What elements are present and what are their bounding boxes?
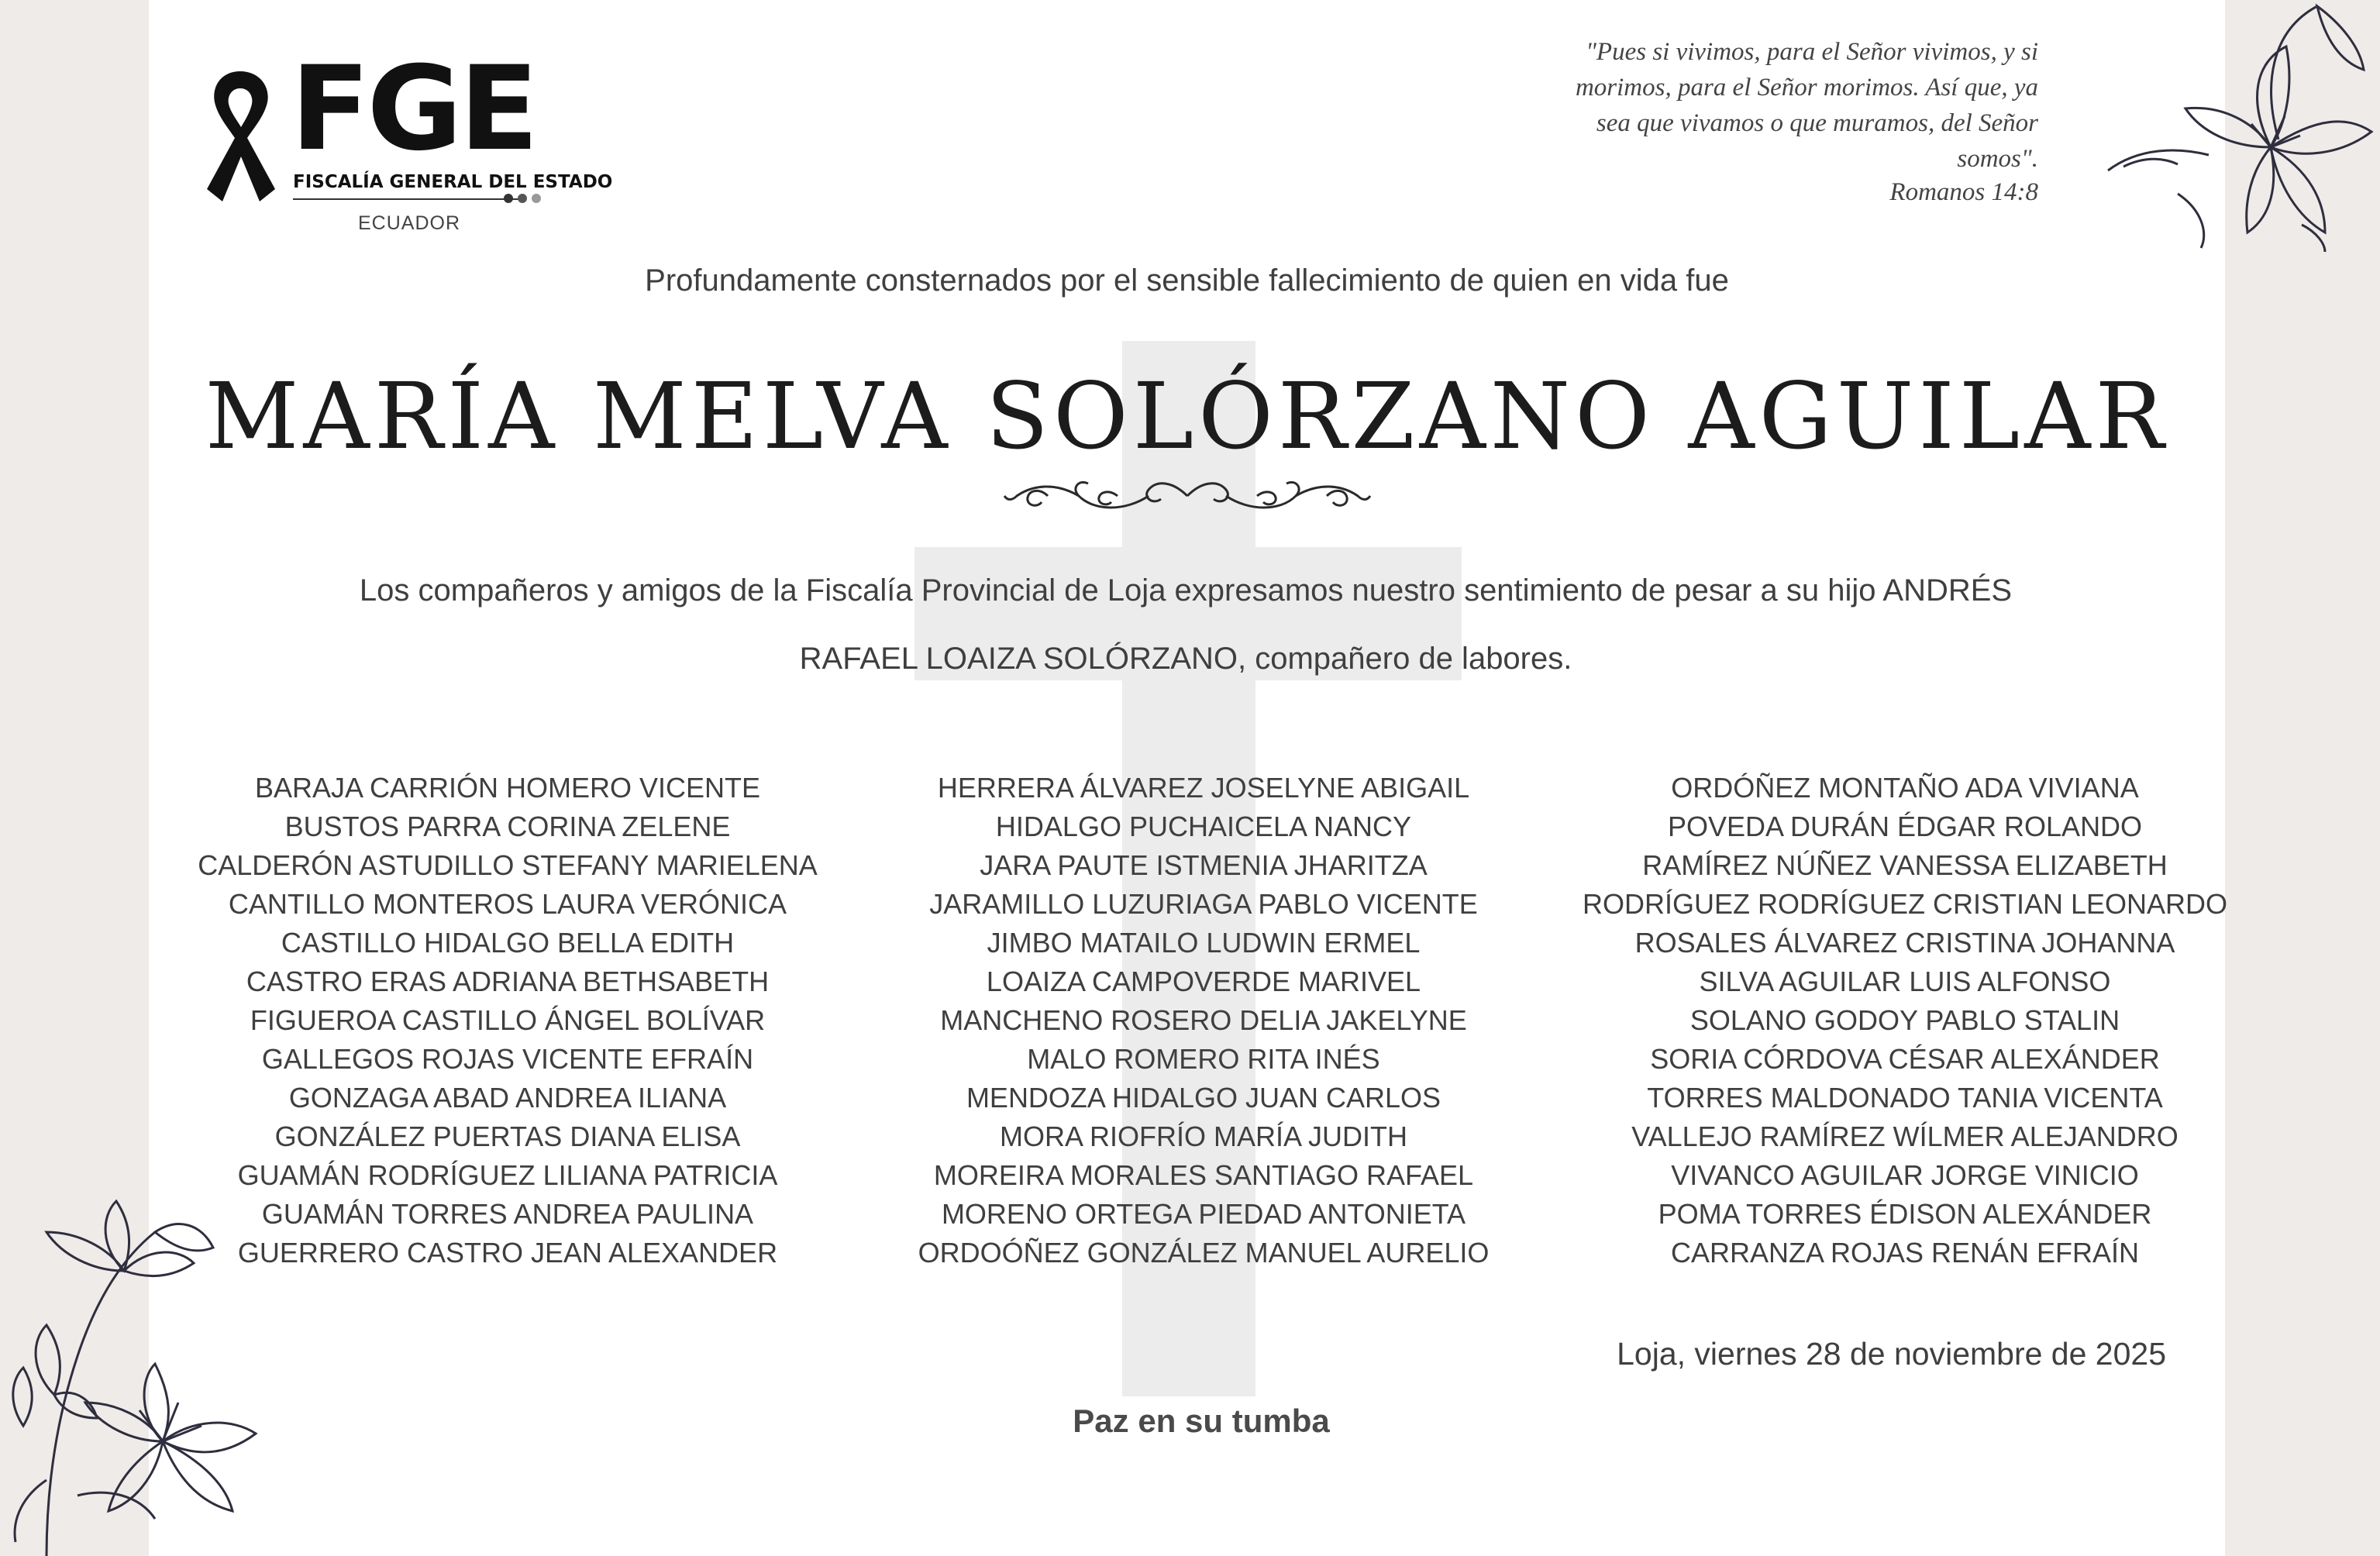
message-line: RAFAEL LOAIZA SOLÓRZANO, compañero de labores. — [799, 642, 1572, 676]
list-item: HERRERA ÁLVAREZ JOSELYNE ABIGAIL — [937, 772, 1470, 804]
quote-reference: Romanos 14:8 — [1889, 178, 2038, 206]
list-item: CASTRO ERAS ADRIANA BETHSABETH — [246, 966, 770, 997]
logo-country: ECUADOR — [357, 212, 460, 234]
list-item: FIGUEROA CASTILLO ÁNGEL BOLÍVAR — [250, 1004, 766, 1036]
logo-title: FGE — [291, 42, 536, 177]
intro-text: Profundamente consternados por el sensible fallecimiento de quien en vida fue — [645, 263, 1729, 298]
list-item: GUAMÁN RODRÍGUEZ LILIANA PATRICIA — [237, 1159, 778, 1191]
list-item: GUERRERO CASTRO JEAN ALEXANDER — [237, 1237, 778, 1269]
logo-subtitle: FISCALÍA GENERAL DEL ESTADO — [293, 172, 613, 192]
bible-quote — [1496, 34, 2038, 177]
list-item: VIVANCO AGUILAR JORGE VINICIO — [1671, 1159, 2139, 1191]
logo-dots-icon — [502, 193, 549, 204]
list-item: BUSTOS PARRA CORINA ZELENE — [284, 811, 731, 842]
list-item: GONZÁLEZ PUERTAS DIANA ELISA — [274, 1121, 741, 1152]
list-item: MENDOZA HIDALGO JUAN CARLOS — [966, 1082, 1441, 1114]
list-item: JARAMILLO LUZURIAGA PABLO VICENTE — [929, 888, 1478, 920]
message-line: Los compañeros y amigos de la Fiscalía Provincial de Loja expresamos nuestro sentimiento de pesar a su hijo ANDRÉS — [359, 573, 2013, 608]
list-item: SILVA AGUILAR LUIS ALFONSO — [1699, 966, 2111, 997]
condolence-message — [201, 556, 2170, 693]
list-item: JIMBO MATAILO LUDWIN ERMEL — [987, 927, 1421, 959]
list-item: ORDOÓÑEZ GONZÁLEZ MANUEL AURELIO — [918, 1237, 1490, 1269]
names-column-3 — [1564, 769, 2246, 1272]
quote-line: "Pues si vivimos, para el Señor vivimos, y si — [1586, 38, 2038, 66]
logo-divider — [293, 198, 525, 200]
list-item: GALLEGOS ROJAS VICENTE EFRAÍN — [261, 1043, 754, 1075]
list-item: GONZAGA ABAD ANDREA ILIANA — [288, 1082, 727, 1114]
list-item: MORA RIOFRÍO MARÍA JUDITH — [999, 1121, 1408, 1152]
ornamental-flourish-icon — [1001, 474, 1373, 518]
list-item: SORIA CÓRDOVA CÉSAR ALEXÁNDER — [1650, 1043, 2160, 1075]
deceased-name: MARÍA MELVA SOLÓRZANO AGUILAR — [205, 363, 2169, 470]
list-item: TORRES MALDONADO TANIA VICENTA — [1647, 1082, 2163, 1114]
quote-line: somos". — [1957, 145, 2038, 173]
quote-line: morimos, para el Señor morimos. Así que, ya — [1575, 74, 2038, 102]
list-item: VALLEJO RAMÍREZ WÍLMER ALEJANDRO — [1631, 1121, 2179, 1152]
fge-logo — [198, 42, 613, 239]
list-item: BARAJA CARRIÓN HOMERO VICENTE — [254, 772, 761, 804]
names-column-2 — [863, 769, 1545, 1272]
closing-text: Paz en su tumba — [1073, 1403, 1330, 1439]
names-column-1 — [167, 769, 849, 1272]
mourning-ribbon-icon — [198, 65, 283, 205]
list-item: MALO ROMERO RITA INÉS — [1027, 1043, 1380, 1075]
list-item: ORDÓÑEZ MONTAÑO ADA VIVIANA — [1671, 772, 2139, 804]
date-line: Loja, viernes 28 de noviembre de 2025 — [1617, 1336, 2166, 1372]
lily-flower-icon — [2092, 0, 2380, 256]
list-item: POVEDA DURÁN ÉDGAR ROLANDO — [1667, 811, 2143, 842]
list-item: MANCHENO ROSERO DELIA JAKELYNE — [940, 1004, 1467, 1036]
list-item: CANTILLO MONTEROS LAURA VERÓNICA — [228, 888, 787, 920]
list-item: SOLANO GODOY PABLO STALIN — [1689, 1004, 2120, 1036]
list-item: CASTILLO HIDALGO BELLA EDITH — [281, 927, 735, 959]
list-item: MOREIRA MORALES SANTIAGO RAFAEL — [933, 1159, 1474, 1191]
quote-line: sea que vivamos o que muramos, del Señor — [1596, 109, 2038, 137]
list-item: JARA PAUTE ISTMENIA JHARITZA — [980, 849, 1428, 881]
list-item: HIDALGO PUCHAICELA NANCY — [995, 811, 1412, 842]
list-item: CALDERÓN ASTUDILLO STEFANY MARIELENA — [198, 849, 818, 881]
list-item: MORENO ORTEGA PIEDAD ANTONIETA — [941, 1198, 1466, 1230]
list-item: POMA TORRES ÉDISON ALEXÁNDER — [1658, 1198, 2152, 1230]
list-item: RAMÍREZ NÚÑEZ VANESSA ELIZABETH — [1642, 849, 2168, 881]
list-item: GUAMÁN TORRES ANDREA PAULINA — [261, 1198, 754, 1230]
list-item: ROSALES ÁLVAREZ CRISTINA JOHANNA — [1634, 927, 2175, 959]
list-item: CARRANZA ROJAS RENÁN EFRAÍN — [1670, 1237, 2140, 1269]
list-item: RODRÍGUEZ RODRÍGUEZ CRISTIAN LEONARDO — [1582, 888, 2228, 920]
list-item: LOAIZA CAMPOVERDE MARIVEL — [986, 966, 1421, 997]
